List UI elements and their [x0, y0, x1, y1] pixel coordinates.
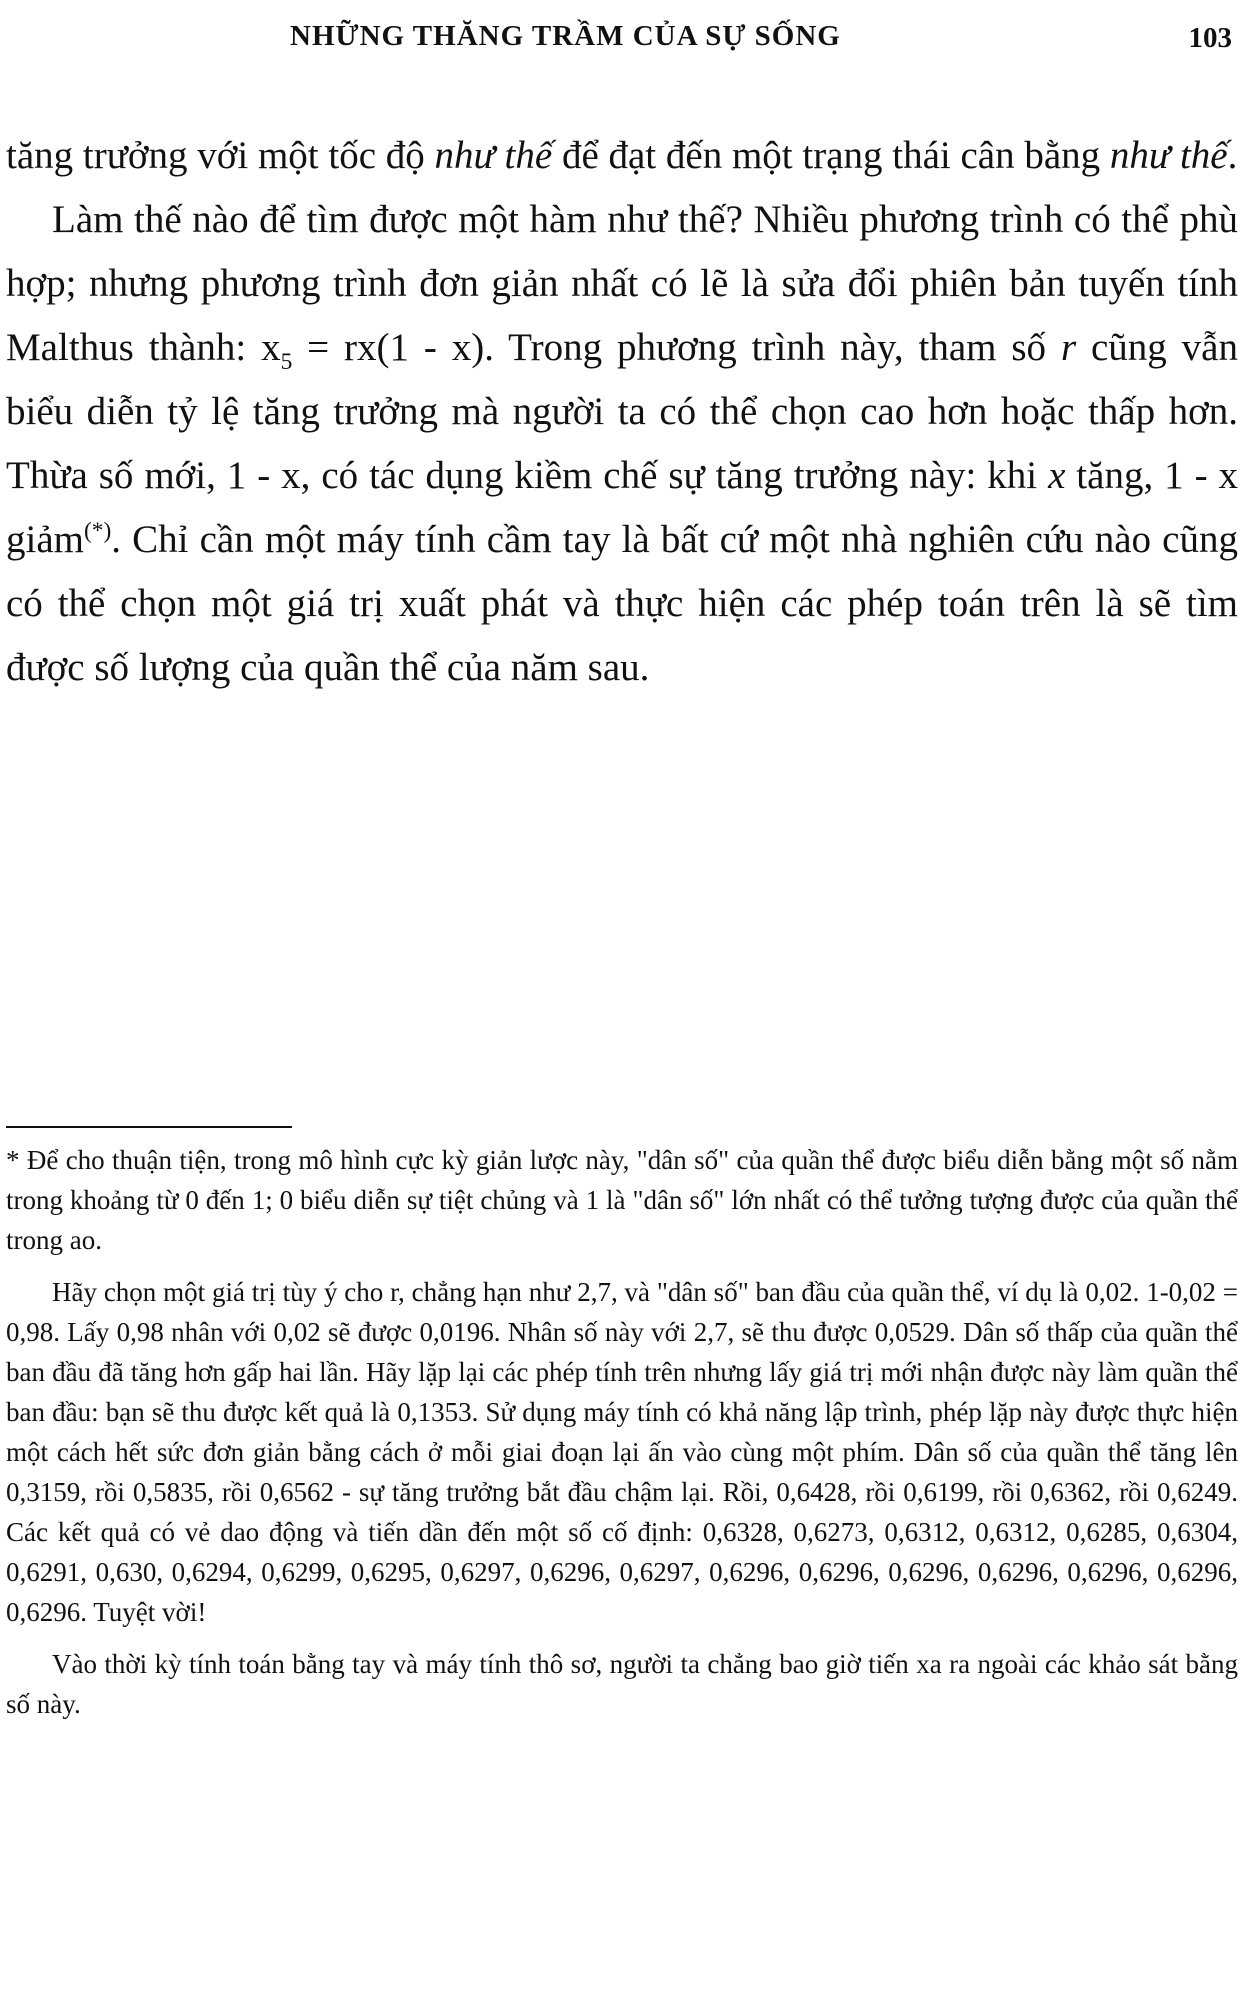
footnote-1: * Để cho thuận tiện, trong mô hình cực kỳ giản lược này, "dân số" của quần thể được biểu diễn bằng một số nằm trong khoảng từ 0 đến 1; 0 biểu diễn sự tiệt chủng và 1 là "dân số" lớn nhất có thể tưởng tượng được của quần thể trong ao. — [6, 1145, 1238, 1255]
paragraph-equation — [6, 188, 1238, 700]
page-number: 103 — [1188, 22, 1232, 54]
footnotes — [6, 1140, 1238, 1736]
paragraph-continued — [6, 124, 1238, 188]
p2-text-e: . Chỉ cần một máy tính cầm tay là bất cứ một nhà nghiên cứu nào cũng có thể chọn một giá trị xuất phát và thực hiện các phép toán trên là sẽ tìm được số lượng của quần thể của năm sau. — [6, 518, 1238, 689]
p1-italic-b: như thế — [1109, 134, 1228, 177]
running-title: NHỮNG THĂNG TRẦM CỦA SỰ SỐNG — [290, 20, 841, 52]
footnote-marker: (*) — [83, 518, 112, 544]
p2-italic-r: r — [1060, 326, 1077, 369]
p2-subscript: 5 — [280, 348, 293, 375]
p1-italic-a: như thế — [434, 134, 553, 177]
p1-text-a: tăng trưởng với một tốc độ — [6, 134, 435, 177]
running-header — [0, 16, 1248, 60]
p1-text-c: . — [1227, 134, 1238, 177]
main-text — [6, 124, 1238, 700]
p2-text-a: Làm thế nào để tìm được một hàm như thế? Nhiều phương trình có thể phù hợp; nhưng phương trình đơn giản nhất có lẽ là sửa đổi phiên bản tuyến tính Malthus thành: x — [6, 198, 1238, 369]
footnote-divider — [6, 1126, 292, 1128]
p2-text-d: tăng, 1 - x giảm — [6, 454, 1238, 561]
footnote-2: Hãy chọn một giá trị tùy ý cho r, chẳng hạn như 2,7, và "dân số" ban đầu của quần thể, ví dụ là 0,02. 1-0,02 = 0,98. Lấy 0,98 nhân với 0,02 sẽ được 0,0196. Nhân số này với 2,7, sẽ thu được 0,0529. Dân số thấp của quần thể ban đầu đã tăng hơn gấp hai lần. Hãy lặp lại các phép tính trên nhưng lấy giá trị mới nhận được này làm quần thể ban đầu: bạn sẽ thu được kết quả là 0,1353. Sử dụng máy tính có khả năng lập trình, phép lặp này được thực hiện một cách hết sức đơn giản bằng cách ở mỗi giai đoạn lại ấn vào cùng một phím. Dân số của quần thể tăng lên 0,3159, rồi 0,5835, rồi 0,6562 - sự tăng trưởng bắt đầu chậm lại. Rồi, 0,6428, rồi 0,6199, rồi 0,6362, rồi 0,6249. Các kết quả có vẻ dao động và tiến dần đến một số cố định: 0,6328, 0,6273, 0,6312, 0,6312, 0,6285, 0,6304, 0,6291, 0,630, 0,6294, 0,6299, 0,6295, 0,6297, 0,6296, 0,6297, 0,6296, 0,6296, 0,6296, 0,6296, 0,6296, 0,6296, 0,6296. Tuyệt vời! — [6, 1277, 1238, 1627]
footnote-3: Vào thời kỳ tính toán bằng tay và máy tính thô sơ, người ta chẳng bao giờ tiến xa ra ngoài các khảo sát bằng số này. — [6, 1649, 1238, 1719]
p2-text-b: = rx(1 - x). Trong phương trình này, tham số — [292, 326, 1061, 369]
p1-text-b: để đạt đến một trạng thái cân bằng — [552, 134, 1110, 177]
p2-italic-x: x — [1048, 454, 1066, 497]
p2-text-c: cũng vẫn biểu diễn tỷ lệ tăng trưởng mà người ta có thể chọn cao hơn hoặc thấp hơn. Thừa số mới, 1 - x, có tác dụng kiềm chế sự tăng trưởng này: khi — [6, 326, 1238, 497]
